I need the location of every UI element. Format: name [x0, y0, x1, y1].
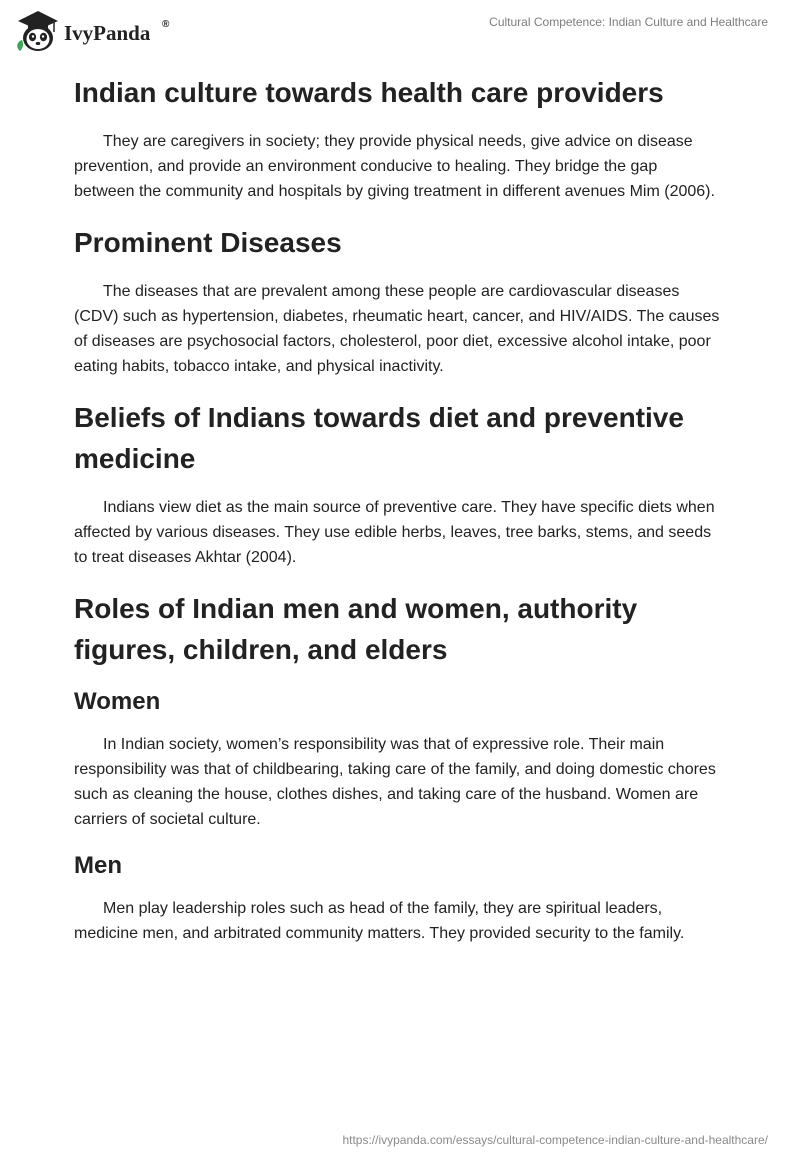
article-body	[74, 72, 722, 964]
logo-wordmark: IvyPanda	[64, 21, 151, 45]
document-title: Cultural Competence: Indian Culture and Healthcare	[489, 15, 768, 29]
page-header	[0, 0, 800, 60]
paragraph-women: In Indian society, women’s responsibility was that of expressive role. Their main responsibility was that of childbearing, taking care of the family, and doing domestic chores such as cleaning the house, clothes dishes, and taking care of the husband. Women are carriers of societal culture.	[74, 736, 716, 828]
subheading-women: Women	[74, 688, 161, 715]
paragraph-prominent-diseases: The diseases that are prevalent among these people are cardiovascular diseases (CDV) such as hypertension, diabetes, rheumatic heart, cancer, and HIV/AIDS. The causes of diseases are psychosocial factors, cholesterol, poor diet, excessive alcohol intake, poor eating habits, tobacco intake, and physical inactivity.	[74, 283, 720, 375]
heading-diet-beliefs: Beliefs of Indians towards diet and preventive medicine	[74, 402, 684, 474]
paragraph-health-care-providers: They are caregivers in society; they provide physical needs, give advice on disease prevention, and provide an environment conducive to healing. They bridge the gap between the community and hospitals by giving treatment in different avenues Mim (2006).	[74, 133, 715, 200]
subheading-men: Men	[74, 852, 122, 879]
heading-health-care-providers: Indian culture towards health care providers	[74, 77, 664, 108]
ivypanda-logo[interactable]	[14, 8, 186, 54]
paragraph-diet-beliefs: Indians view diet as the main source of preventive care. They have specific diets when affected by various diseases. They use edible herbs, leaves, tree barks, stems, and seeds to treat diseases Akhtar (2004).	[74, 499, 715, 566]
panda-graduation-cap-icon	[17, 11, 58, 51]
heading-roles: Roles of Indian men and women, authority figures, children, and elders	[74, 593, 638, 665]
paragraph-men: Men play leadership roles such as head of the family, they are spiritual leaders, medicine men, and arbitrated community matters. They provided security to the family.	[74, 900, 685, 942]
registered-mark: ®	[162, 19, 170, 30]
heading-prominent-diseases: Prominent Diseases	[74, 227, 342, 258]
source-url-link[interactable]: https://ivypanda.com/essays/cultural-competence-indian-culture-and-healthcare/	[342, 1133, 768, 1147]
